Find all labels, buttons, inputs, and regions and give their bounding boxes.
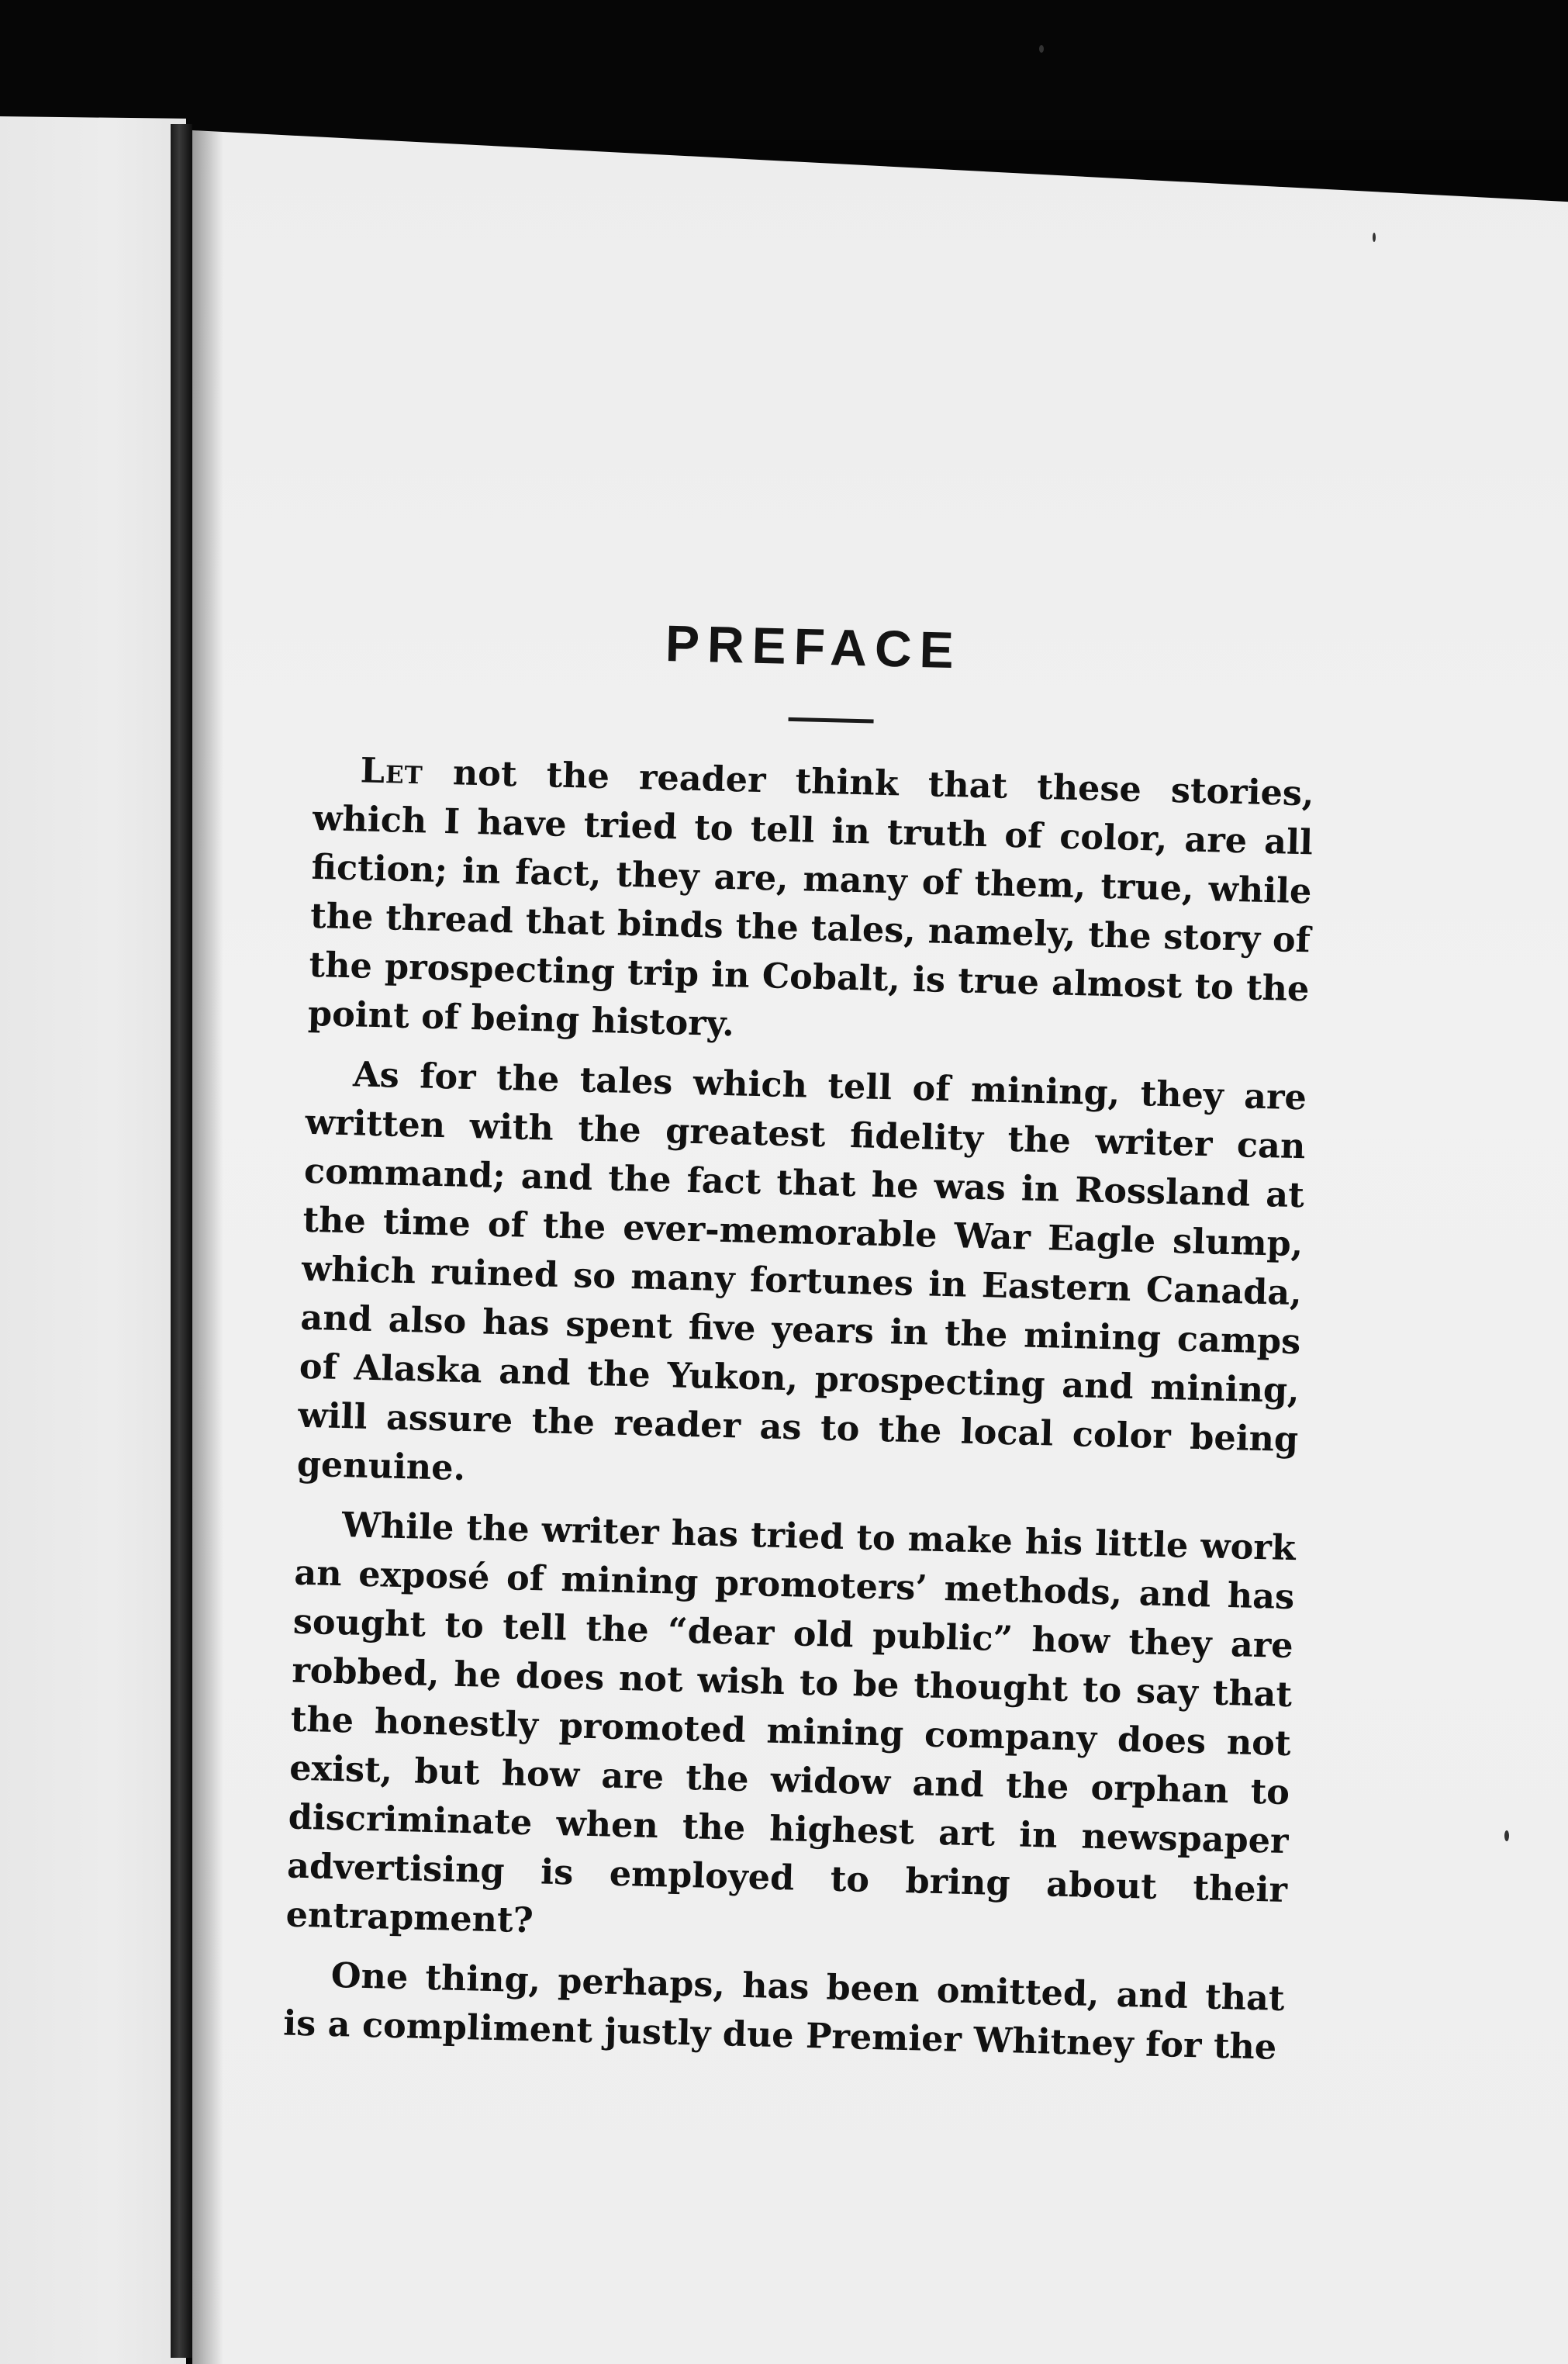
- paragraph-text: One thing, perhaps, has been omitted, and that is a compliment justly due Premier Whitney for the: [282, 1954, 1286, 2068]
- paragraph-lead: Let: [360, 750, 424, 793]
- paragraph-text: As for the tales which tell of mining, they are written with the greatest fidelity the writer can command; and the fact that he was in Rossland at the time of the ever-memorable War Eagle slump, which ruined so many fortunes in Eastern Canada, and also has spent five years in the mining camps of Alaska and the Yukon, prospecting and mining, will assure the reader as to the local color being genuine.: [296, 1054, 1307, 1488]
- page-edge-shadow: [192, 130, 223, 2364]
- preface-text-block: [282, 605, 1318, 2083]
- paragraph: [285, 1500, 1296, 1964]
- scan-speck: [1504, 1830, 1509, 1841]
- paragraph: [283, 1950, 1286, 2072]
- page-title: PREFACE: [665, 613, 962, 679]
- title-rule: [789, 717, 874, 724]
- paragraph-text: not the reader think that these stories, which I have tried to tell in truth of color, are all fiction; in fact, they are, many of them, true, while the thread that binds the tales, namely, the story of the prospecting trip in Cobalt, is true almost to the point of being history.: [307, 752, 1315, 1045]
- paragraph-text: While the writer has tried to make his little work an exposé of mining promoters’ methods, and has sought to tell the “dear old public” how they are robbed, he does not wish to be thought to say that the honestly promoted mining company does not exist, but how are the widow and the orphan to discriminate when the highest art in newspaper advertising is employed to bring about their entrapment?: [285, 1505, 1297, 1941]
- paragraph: [307, 745, 1314, 1063]
- preface-body: [283, 745, 1315, 2072]
- scan-speck: [1373, 233, 1376, 242]
- paragraph: [296, 1049, 1307, 1513]
- book-gutter: [171, 124, 192, 2358]
- scan-speck: [1039, 45, 1044, 53]
- scanner-border: [0, 0, 1568, 140]
- previous-page-edge: [0, 116, 186, 2364]
